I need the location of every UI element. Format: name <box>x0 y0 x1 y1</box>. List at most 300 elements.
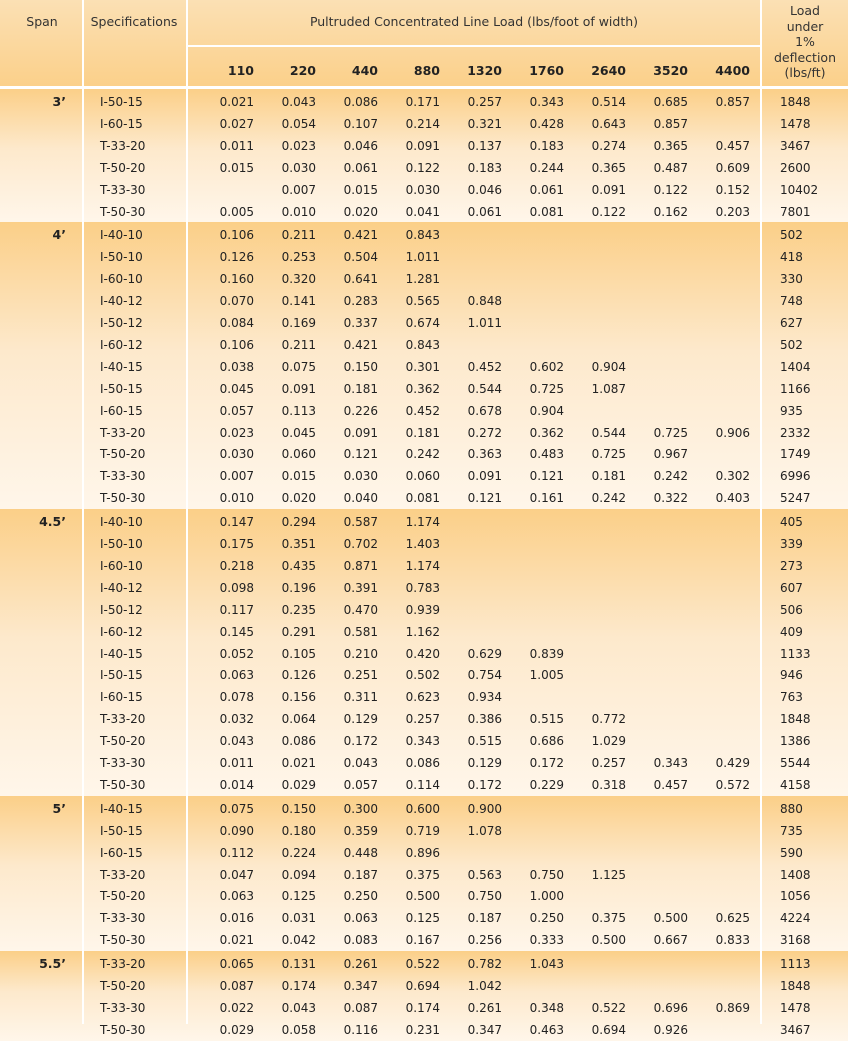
deflection-value-cell: 0.045 <box>281 425 316 440</box>
deflection-value-cell: 0.086 <box>405 756 440 770</box>
deflection-value-cell: 0.010 <box>219 491 254 506</box>
spec-cell: I-50-15 <box>100 823 143 838</box>
deflection-value-cell: 0.375 <box>591 911 626 926</box>
deflection-value-cell: 0.351 <box>281 537 316 551</box>
deflection-value-cell: 0.043 <box>281 1000 316 1015</box>
deflection-value-cell: 0.172 <box>343 734 378 749</box>
deflection-value-cell: 0.122 <box>653 182 688 197</box>
spec-cell: I-50-15 <box>100 668 143 683</box>
header-load-group: Pultruded Concentrated Line Load (lbs/foot of width) <box>309 14 639 29</box>
deflection-value-cell: 0.600 <box>405 801 440 816</box>
deflection-value-cell: 0.121 <box>467 491 502 506</box>
spec-cell: I-40-15 <box>100 359 143 374</box>
deflection-value-cell: 1.042 <box>467 979 502 993</box>
deflection-value-cell: 0.086 <box>343 95 378 109</box>
deflection-value-cell: 0.515 <box>467 734 502 749</box>
deflection-value-cell: 0.291 <box>281 624 316 639</box>
deflection-value-cell: 0.231 <box>405 1022 440 1037</box>
deflection-value-cell: 0.107 <box>343 116 378 131</box>
deflection-value-cell: 0.609 <box>715 160 750 175</box>
deflection-value-cell: 0.214 <box>405 116 440 131</box>
span-label: 5.5’ <box>39 956 66 972</box>
deflection-value-cell: 0.021 <box>281 756 316 770</box>
deflection-value-cell: 0.010 <box>281 204 316 219</box>
spec-cell: I-60-15 <box>100 690 143 705</box>
deflection-value-cell: 0.750 <box>467 889 502 904</box>
deflection-value-cell: 0.500 <box>591 933 626 948</box>
deflection-value-cell: 0.725 <box>653 425 688 440</box>
deflection-value-cell: 0.843 <box>405 228 440 243</box>
load-1pct-cell: 502 <box>780 337 803 352</box>
deflection-value-cell: 0.054 <box>281 116 316 131</box>
deflection-value-cell: 0.244 <box>529 160 564 175</box>
deflection-value-cell: 0.211 <box>281 228 316 243</box>
deflection-value-cell: 0.544 <box>467 381 502 396</box>
load-1pct-cell: 880 <box>780 801 803 816</box>
deflection-value-cell: 0.435 <box>281 558 316 573</box>
deflection-value-cell: 0.251 <box>343 668 378 683</box>
deflection-value-cell: 0.452 <box>467 359 502 374</box>
deflection-value-cell: 0.169 <box>281 316 316 330</box>
deflection-value-cell: 0.967 <box>653 447 688 462</box>
deflection-value-cell: 1.011 <box>405 250 440 265</box>
deflection-value-cell: 0.057 <box>343 777 378 792</box>
deflection-value-cell: 0.187 <box>467 911 502 926</box>
deflection-value-cell: 0.667 <box>653 933 688 948</box>
deflection-value-cell: 0.007 <box>281 182 316 197</box>
deflection-value-cell: 0.180 <box>281 823 316 838</box>
load-1pct-cell: 6996 <box>780 469 811 484</box>
deflection-value-cell: 0.343 <box>653 756 688 770</box>
deflection-value-cell: 1.000 <box>529 889 564 904</box>
deflection-value-cell: 0.043 <box>281 95 316 109</box>
spec-cell: I-50-10 <box>100 537 143 551</box>
deflection-value-cell: 0.011 <box>219 756 254 770</box>
deflection-value-cell: 0.174 <box>281 979 316 993</box>
deflection-value-cell: 0.152 <box>715 182 750 197</box>
load-1pct-cell: 735 <box>780 823 803 838</box>
deflection-value-cell: 0.696 <box>653 1000 688 1015</box>
deflection-value-cell: 0.014 <box>219 777 254 792</box>
deflection-value-cell: 0.643 <box>591 116 626 131</box>
deflection-value-cell: 0.091 <box>467 469 502 484</box>
spec-cell: I-50-10 <box>100 250 143 265</box>
deflection-value-cell: 0.500 <box>405 889 440 904</box>
load-1pct-cell: 3168 <box>780 933 811 948</box>
load-1pct-cell: 2600 <box>780 160 811 175</box>
deflection-value-cell: 0.021 <box>219 933 254 948</box>
deflection-value-cell: 0.587 <box>343 515 378 530</box>
deflection-value-cell: 0.022 <box>219 1000 254 1015</box>
load-1pct-cell: 5544 <box>780 756 811 770</box>
load-1pct-cell: 1404 <box>780 359 811 374</box>
deflection-value-cell: 0.365 <box>591 160 626 175</box>
spec-cell: I-50-15 <box>100 381 143 396</box>
deflection-value-cell: 0.242 <box>405 447 440 462</box>
deflection-value-cell: 0.301 <box>405 359 440 374</box>
spec-cell: I-40-15 <box>100 646 143 661</box>
deflection-value-cell: 0.121 <box>343 447 378 462</box>
deflection-value-cell: 1.403 <box>405 537 440 551</box>
deflection-value-cell: 0.063 <box>343 911 378 926</box>
deflection-value-cell: 0.075 <box>219 801 254 816</box>
deflection-value-cell: 0.256 <box>467 933 502 948</box>
deflection-value-cell: 0.772 <box>591 712 626 727</box>
deflection-value-cell: 0.565 <box>405 294 440 309</box>
deflection-value-cell: 0.129 <box>467 756 502 770</box>
deflection-value-cell: 0.939 <box>405 602 440 617</box>
deflection-value-cell: 0.112 <box>219 845 254 860</box>
deflection-value-cell: 0.257 <box>405 712 440 727</box>
deflection-value-cell: 0.337 <box>343 316 378 330</box>
deflection-value-cell: 0.114 <box>405 777 440 792</box>
deflection-value-cell: 0.015 <box>281 469 316 484</box>
load-1pct-cell: 273 <box>780 558 803 573</box>
spec-cell: T-33-30 <box>100 911 146 926</box>
deflection-value-cell: 0.686 <box>529 734 564 749</box>
deflection-value-cell: 0.386 <box>467 712 502 727</box>
deflection-value-cell: 0.075 <box>281 359 316 374</box>
deflection-value-cell: 0.122 <box>591 204 626 219</box>
deflection-value-cell: 0.320 <box>281 272 316 287</box>
deflection-value-cell: 0.242 <box>653 469 688 484</box>
deflection-value-cell: 0.091 <box>343 425 378 440</box>
spec-cell: I-40-15 <box>100 801 143 816</box>
header-specifications: Specifications <box>90 14 178 29</box>
load-1pct-cell: 627 <box>780 316 803 330</box>
deflection-value-cell: 0.065 <box>219 957 254 972</box>
deflection-value-cell: 0.015 <box>219 160 254 175</box>
deflection-value-cell: 0.457 <box>653 777 688 792</box>
load-1pct-cell: 4224 <box>780 911 811 926</box>
column-header-2640: 2640 <box>591 63 626 78</box>
deflection-value-cell: 0.857 <box>715 95 750 109</box>
deflection-value-cell: 0.362 <box>405 381 440 396</box>
deflection-value-cell: 0.181 <box>591 469 626 484</box>
load-1pct-cell: 1478 <box>780 116 811 131</box>
deflection-value-cell: 0.602 <box>529 359 564 374</box>
load-1pct-cell: 1056 <box>780 889 811 904</box>
load-1pct-cell: 590 <box>780 845 803 860</box>
span-label: 4.5’ <box>39 514 66 530</box>
deflection-value-cell: 0.782 <box>467 957 502 972</box>
deflection-value-cell: 0.869 <box>715 1000 750 1015</box>
deflection-value-cell: 0.572 <box>715 777 750 792</box>
deflection-value-cell: 0.783 <box>405 580 440 595</box>
deflection-value-cell: 0.030 <box>405 182 440 197</box>
deflection-value-cell: 0.311 <box>343 690 378 705</box>
load-1pct-cell: 330 <box>780 272 803 287</box>
deflection-value-cell: 0.359 <box>343 823 378 838</box>
deflection-value-cell: 0.226 <box>343 403 378 418</box>
deflection-value-cell: 0.070 <box>219 294 254 309</box>
column-header-440: 440 <box>351 63 378 78</box>
spec-cell: T-50-30 <box>100 933 146 948</box>
deflection-value-cell: 0.094 <box>281 867 316 882</box>
spec-cell: T-33-20 <box>100 867 146 882</box>
column-header-3520: 3520 <box>653 63 688 78</box>
deflection-value-cell: 0.904 <box>591 359 626 374</box>
load-1pct-cell: 1386 <box>780 734 811 749</box>
deflection-value-cell: 0.196 <box>281 580 316 595</box>
deflection-value-cell: 0.064 <box>281 712 316 727</box>
deflection-value-cell: 0.083 <box>343 933 378 948</box>
spec-cell: T-50-20 <box>100 889 146 904</box>
deflection-value-cell: 0.719 <box>405 823 440 838</box>
deflection-value-cell: 0.685 <box>653 95 688 109</box>
deflection-value-cell: 0.321 <box>467 116 502 131</box>
deflection-value-cell: 0.043 <box>219 734 254 749</box>
deflection-value-cell: 0.045 <box>219 381 254 396</box>
deflection-value-cell: 0.563 <box>467 867 502 882</box>
deflection-value-cell: 0.030 <box>343 469 378 484</box>
deflection-value-cell: 1.078 <box>467 823 502 838</box>
deflection-value-cell: 0.839 <box>529 646 564 661</box>
deflection-value-cell: 0.522 <box>405 957 440 972</box>
spec-cell: T-33-30 <box>100 469 146 484</box>
spec-cell: I-50-12 <box>100 602 143 617</box>
deflection-value-cell: 0.934 <box>467 690 502 705</box>
deflection-value-cell: 0.229 <box>529 777 564 792</box>
deflection-value-cell: 0.106 <box>219 337 254 352</box>
spec-cell: I-60-15 <box>100 845 143 860</box>
deflection-value-cell: 0.629 <box>467 646 502 661</box>
deflection-value-cell: 0.250 <box>343 889 378 904</box>
deflection-value-cell: 0.021 <box>219 95 254 109</box>
load-1pct-cell: 1848 <box>780 95 811 109</box>
deflection-value-cell: 0.030 <box>219 447 254 462</box>
deflection-value-cell: 0.429 <box>715 756 750 770</box>
deflection-value-cell: 0.023 <box>281 138 316 153</box>
deflection-value-cell: 0.470 <box>343 602 378 617</box>
deflection-value-cell: 0.502 <box>405 668 440 683</box>
deflection-value-cell: 0.448 <box>343 845 378 860</box>
deflection-value-cell: 0.896 <box>405 845 440 860</box>
deflection-value-cell: 0.242 <box>591 491 626 506</box>
load-1pct-cell: 3467 <box>780 1022 811 1037</box>
header-span: Span <box>26 14 58 29</box>
deflection-value-cell: 0.147 <box>219 515 254 530</box>
deflection-value-cell: 0.058 <box>281 1022 316 1037</box>
deflection-value-cell: 0.848 <box>467 294 502 309</box>
deflection-value-cell: 0.365 <box>653 138 688 153</box>
load-1pct-cell: 1749 <box>780 447 811 462</box>
spec-cell: I-60-15 <box>100 403 143 418</box>
deflection-value-cell: 0.900 <box>467 801 502 816</box>
deflection-value-cell: 0.090 <box>219 823 254 838</box>
deflection-value-cell: 0.116 <box>343 1022 378 1037</box>
deflection-value-cell: 0.046 <box>343 138 378 153</box>
deflection-value-cell: 0.113 <box>281 403 316 418</box>
deflection-value-cell: 0.061 <box>467 204 502 219</box>
deflection-value-cell: 0.005 <box>219 204 254 219</box>
deflection-value-cell: 0.122 <box>405 160 440 175</box>
deflection-value-cell: 0.391 <box>343 580 378 595</box>
column-header-4400: 4400 <box>715 63 750 78</box>
load-1pct-cell: 502 <box>780 228 803 243</box>
deflection-value-cell: 0.020 <box>281 491 316 506</box>
deflection-value-cell: 0.027 <box>219 116 254 131</box>
deflection-value-cell: 0.081 <box>529 204 564 219</box>
spec-cell: T-50-30 <box>100 491 146 506</box>
spec-cell: I-40-10 <box>100 228 143 243</box>
deflection-value-cell: 0.274 <box>591 138 626 153</box>
deflection-value-cell: 0.347 <box>343 979 378 993</box>
deflection-value-cell: 1.174 <box>405 558 440 573</box>
deflection-value-cell: 0.641 <box>343 272 378 287</box>
deflection-value-cell: 0.121 <box>529 469 564 484</box>
deflection-value-cell: 0.029 <box>281 777 316 792</box>
load-1pct-cell: 946 <box>780 668 803 683</box>
deflection-value-cell: 0.725 <box>591 447 626 462</box>
deflection-value-cell: 0.047 <box>219 867 254 882</box>
deflection-value-cell: 0.322 <box>653 491 688 506</box>
load-1pct-cell: 409 <box>780 624 803 639</box>
deflection-value-cell: 0.857 <box>653 116 688 131</box>
spec-cell: T-50-20 <box>100 734 146 749</box>
deflection-value-cell: 0.160 <box>219 272 254 287</box>
load-1pct-cell: 506 <box>780 602 803 617</box>
load-1pct-cell: 748 <box>780 294 803 309</box>
deflection-value-cell: 0.162 <box>653 204 688 219</box>
spec-cell: T-50-30 <box>100 204 146 219</box>
deflection-value-cell: 0.500 <box>653 911 688 926</box>
deflection-value-cell: 0.060 <box>281 447 316 462</box>
spec-cell: I-50-15 <box>100 95 143 109</box>
deflection-value-cell: 0.061 <box>529 182 564 197</box>
deflection-value-cell: 0.041 <box>405 204 440 219</box>
deflection-value-cell: 0.750 <box>529 867 564 882</box>
deflection-value-cell: 0.250 <box>529 911 564 926</box>
deflection-value-cell: 0.725 <box>529 381 564 396</box>
deflection-value-cell: 0.694 <box>591 1022 626 1037</box>
deflection-value-cell: 0.457 <box>715 138 750 153</box>
load-1pct-cell: 418 <box>780 250 803 265</box>
deflection-value-cell: 0.091 <box>591 182 626 197</box>
spec-cell: T-33-30 <box>100 1000 146 1015</box>
load-1pct-cell: 1133 <box>780 646 811 661</box>
deflection-value-cell: 1.029 <box>591 734 626 749</box>
deflection-value-cell: 0.514 <box>591 95 626 109</box>
load-1pct-cell: 1848 <box>780 979 811 993</box>
deflection-value-cell: 0.515 <box>529 712 564 727</box>
deflection-value-cell: 0.203 <box>715 204 750 219</box>
deflection-value-cell: 0.694 <box>405 979 440 993</box>
deflection-value-cell: 0.224 <box>281 845 316 860</box>
deflection-value-cell: 0.261 <box>467 1000 502 1015</box>
deflection-value-cell: 0.031 <box>281 911 316 926</box>
deflection-value-cell: 0.261 <box>343 957 378 972</box>
deflection-value-cell: 0.754 <box>467 668 502 683</box>
deflection-value-cell: 0.175 <box>219 537 254 551</box>
deflection-value-cell: 0.052 <box>219 646 254 661</box>
load-1pct-cell: 1848 <box>780 712 811 727</box>
deflection-value-cell: 1.162 <box>405 624 440 639</box>
deflection-value-cell: 0.011 <box>219 138 254 153</box>
spec-cell: T-33-20 <box>100 957 146 972</box>
spec-cell: I-40-10 <box>100 515 143 530</box>
deflection-value-cell: 0.926 <box>653 1022 688 1037</box>
load-1pct-cell: 1408 <box>780 867 811 882</box>
deflection-value-cell: 0.016 <box>219 911 254 926</box>
spec-cell: T-50-30 <box>100 777 146 792</box>
deflection-value-cell: 0.063 <box>219 668 254 683</box>
deflection-value-cell: 0.623 <box>405 690 440 705</box>
deflection-value-cell: 0.125 <box>281 889 316 904</box>
deflection-value-cell: 0.348 <box>529 1000 564 1015</box>
deflection-value-cell: 0.906 <box>715 425 750 440</box>
header-deflection: Load under 1% deflection (lbs/ft) <box>773 3 836 80</box>
deflection-value-cell: 0.674 <box>405 316 440 330</box>
deflection-value-cell: 0.129 <box>343 712 378 727</box>
spec-cell: T-50-20 <box>100 160 146 175</box>
deflection-value-cell: 0.343 <box>405 734 440 749</box>
spec-cell: I-40-12 <box>100 294 143 309</box>
deflection-value-cell: 0.581 <box>343 624 378 639</box>
deflection-value-cell: 0.463 <box>529 1022 564 1037</box>
deflection-value-cell: 0.183 <box>529 138 564 153</box>
spec-cell: T-33-20 <box>100 425 146 440</box>
deflection-value-cell: 0.428 <box>529 116 564 131</box>
deflection-value-cell: 0.156 <box>281 690 316 705</box>
deflection-value-cell: 0.015 <box>343 182 378 197</box>
deflection-value-cell: 0.403 <box>715 491 750 506</box>
spec-cell: I-40-12 <box>100 580 143 595</box>
deflection-value-cell: 1.125 <box>591 867 626 882</box>
deflection-value-cell: 0.032 <box>219 712 254 727</box>
deflection-value-cell: 0.871 <box>343 558 378 573</box>
load-1pct-cell: 1478 <box>780 1000 811 1015</box>
deflection-value-cell: 0.257 <box>467 95 502 109</box>
deflection-value-cell: 0.030 <box>281 160 316 175</box>
load-1pct-cell: 1166 <box>780 381 811 396</box>
load-1pct-cell: 2332 <box>780 425 811 440</box>
deflection-value-cell: 0.300 <box>343 801 378 816</box>
deflection-value-cell: 0.126 <box>281 668 316 683</box>
deflection-value-cell: 0.038 <box>219 359 254 374</box>
deflection-value-cell: 0.137 <box>467 138 502 153</box>
deflection-value-cell: 1.011 <box>467 316 502 330</box>
deflection-value-cell: 0.043 <box>343 756 378 770</box>
deflection-value-cell: 0.084 <box>219 316 254 330</box>
load-1pct-cell: 10402 <box>780 182 819 197</box>
deflection-value-cell: 0.235 <box>281 602 316 617</box>
deflection-value-cell: 0.040 <box>343 491 378 506</box>
deflection-value-cell: 0.172 <box>529 756 564 770</box>
deflection-value-cell: 0.483 <box>529 447 564 462</box>
deflection-value-cell: 0.042 <box>281 933 316 948</box>
deflection-value-cell: 0.487 <box>653 160 688 175</box>
load-1pct-cell: 763 <box>780 690 803 705</box>
spec-cell: T-50-20 <box>100 447 146 462</box>
deflection-value-cell: 0.078 <box>219 690 254 705</box>
deflection-value-cell: 0.057 <box>219 403 254 418</box>
deflection-value-cell: 0.318 <box>591 777 626 792</box>
spec-cell: T-33-30 <box>100 756 146 770</box>
deflection-value-cell: 0.145 <box>219 624 254 639</box>
deflection-value-cell: 0.126 <box>219 250 254 265</box>
load-1pct-cell: 4158 <box>780 777 811 792</box>
deflection-value-cell: 0.363 <box>467 447 502 462</box>
span-label: 4’ <box>52 227 66 243</box>
deflection-value-cell: 0.843 <box>405 337 440 352</box>
deflection-value-cell: 1.174 <box>405 515 440 530</box>
deflection-value-cell: 0.131 <box>281 957 316 972</box>
deflection-value-cell: 0.452 <box>405 403 440 418</box>
deflection-value-cell: 0.210 <box>343 646 378 661</box>
load-1pct-cell: 607 <box>780 580 803 595</box>
deflection-value-cell: 0.362 <box>529 425 564 440</box>
